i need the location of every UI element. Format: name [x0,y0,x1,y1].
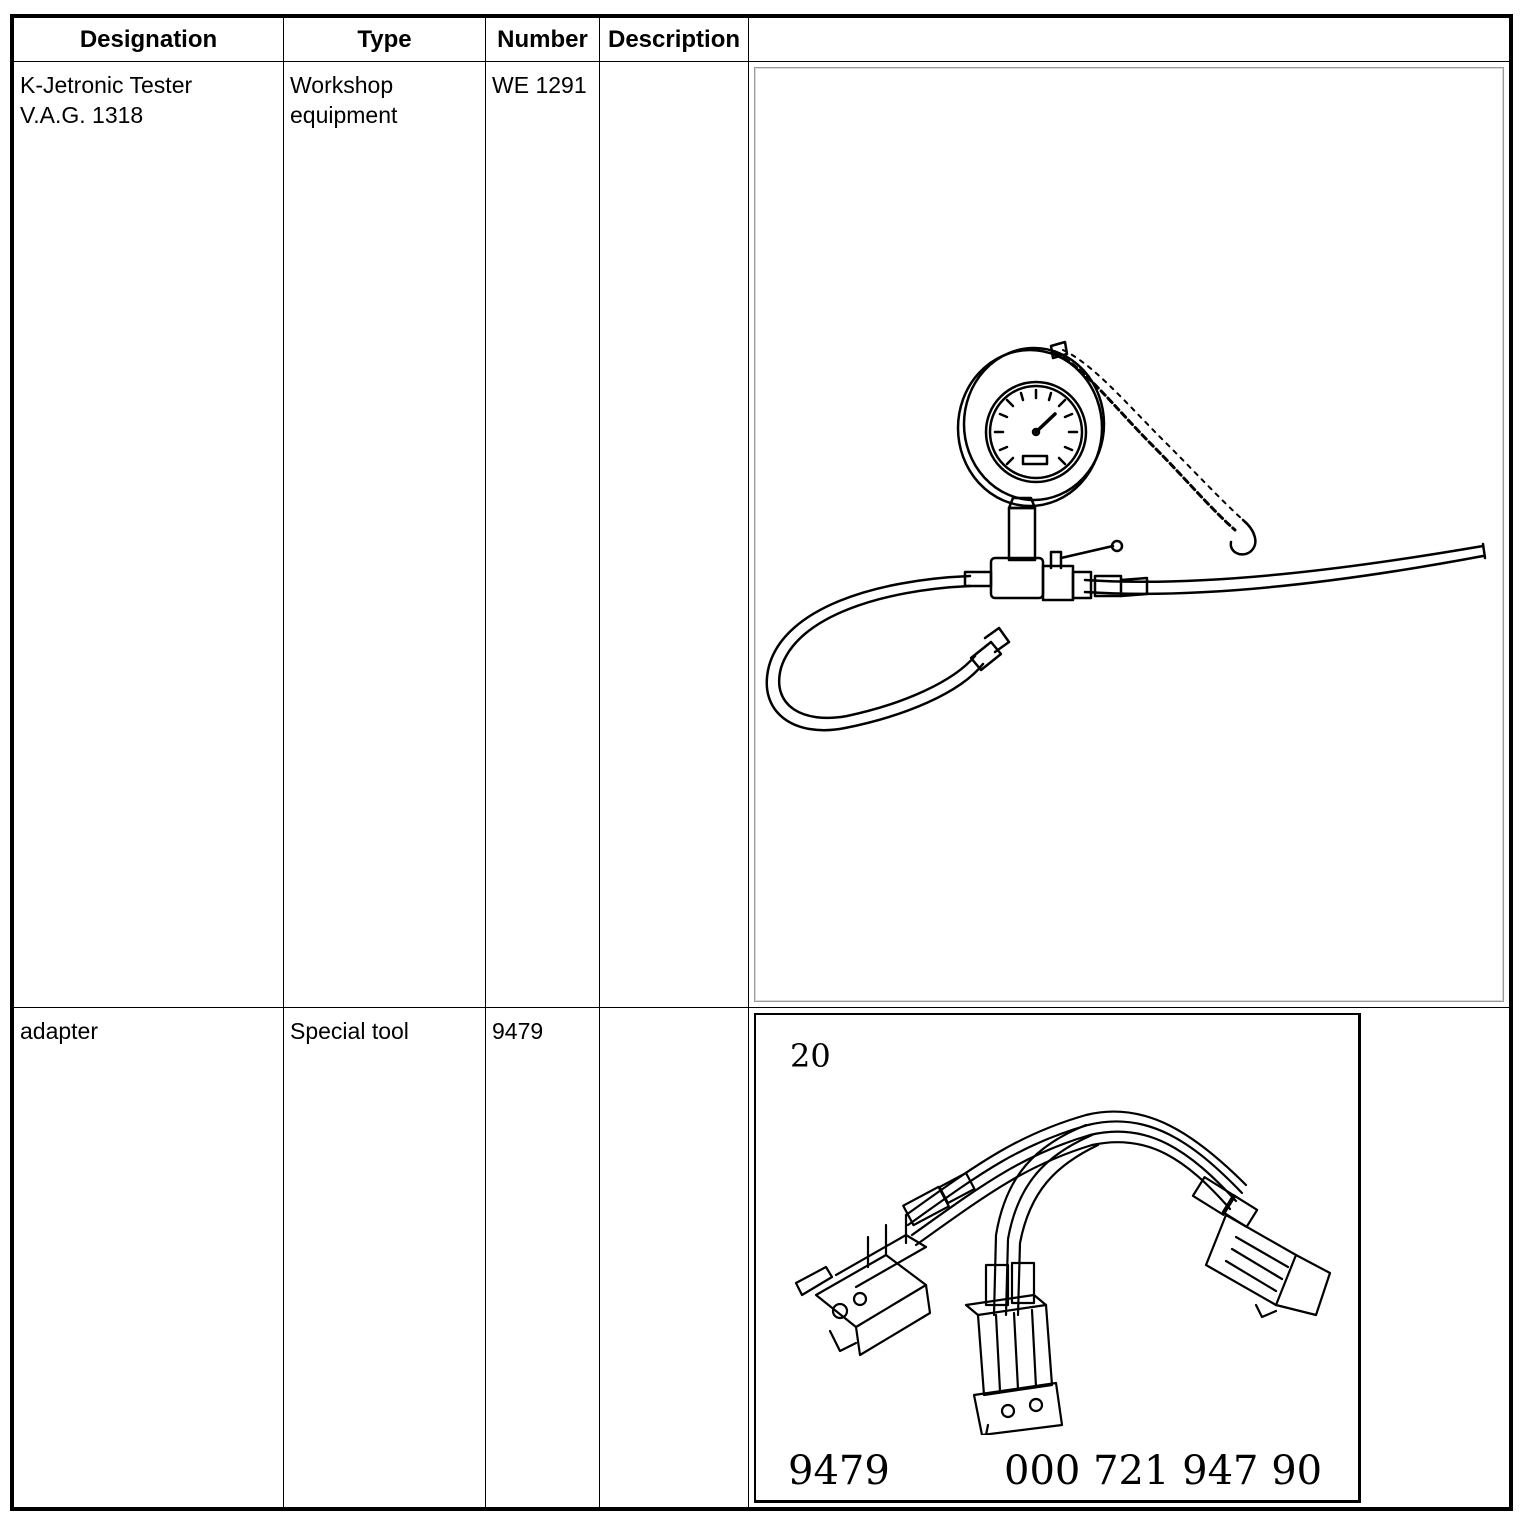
cell-number: WE 1291 [486,62,600,1008]
part-number-label: 000 721 947 90 [1004,1448,1323,1494]
header-designation: Designation [14,18,284,62]
tool-number-label: 9479 [788,1448,890,1494]
header-number: Number [486,18,600,62]
cell-type: Workshop equipment [284,62,486,1008]
header-image [749,18,1510,62]
pressure-gauge-icon [755,68,1505,1002]
table-row [14,62,1510,1008]
cell-number: 9479 [486,1008,600,1508]
tools-table [13,17,1510,1508]
cell-illustration [749,62,1510,1008]
header-description: Description [600,18,749,62]
illustration-frame [754,1013,1361,1503]
cell-designation: adapter [14,1008,284,1508]
cell-illustration [749,1008,1510,1508]
tools-table-sheet [10,14,1513,1511]
header-row [14,18,1510,62]
wiring-adapter-icon [756,1015,1356,1435]
quantity-label: 20 [790,1037,831,1075]
table-row [14,1008,1510,1508]
cell-type: Special tool [284,1008,486,1508]
cell-description [600,62,749,1008]
illustration-frame [754,67,1504,1002]
header-type: Type [284,18,486,62]
cell-description [600,1008,749,1508]
cell-designation: K-Jetronic Tester V.A.G. 1318 [14,62,284,1008]
